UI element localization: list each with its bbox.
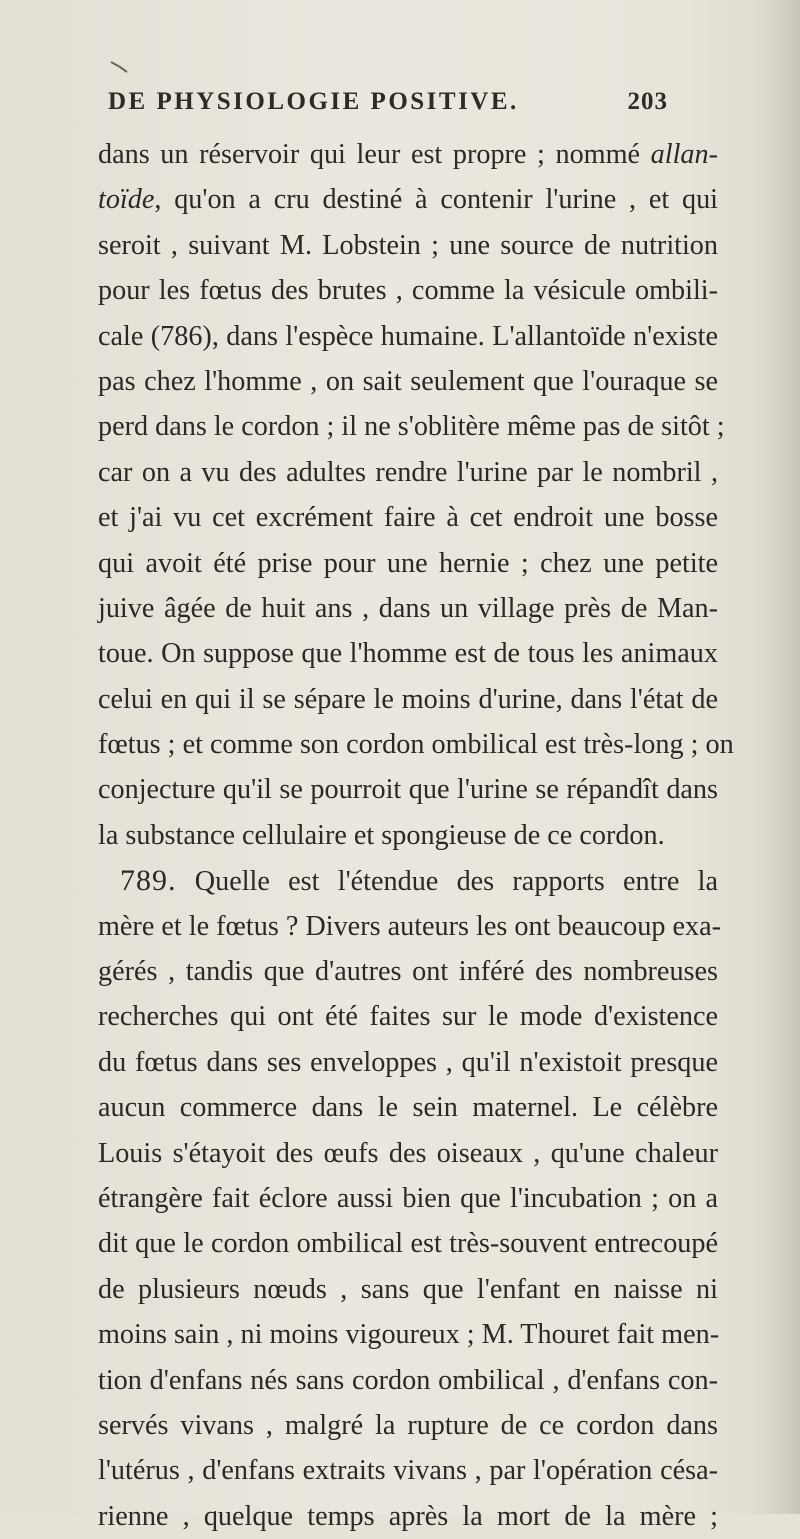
body-text bbox=[98, 132, 734, 1539]
text-line: rienne , quelque temps après la mort de la mère ; bbox=[98, 1500, 718, 1532]
paragraph-end-line: la substance cellulaire et spongieuse de ce cordon. bbox=[98, 819, 665, 851]
text-line: qui avoit été prise pour une hernie ; chez une petite bbox=[98, 547, 718, 579]
page-number: 203 bbox=[627, 88, 668, 115]
ink-mark bbox=[110, 60, 128, 74]
text-line: juive âgée de huit ans , dans un village près de Man- bbox=[98, 592, 718, 624]
text-line: seroit , suivant M. Lobstein ; une source de nutrition bbox=[98, 229, 718, 261]
text-line: celui en qui il se sépare le moins d'urine, dans l'état de bbox=[98, 683, 718, 715]
text-line: toïde, qu'on a cru destiné à contenir l'urine , et qui bbox=[98, 184, 718, 216]
running-header bbox=[108, 88, 668, 128]
text-line: tion d'enfans nés sans cordon ombilical , d'enfans con- bbox=[98, 1364, 718, 1396]
text-line: servés vivans , malgré la rupture de ce cordon dans bbox=[98, 1409, 718, 1441]
text-line: et j'ai vu cet excrément faire à cet endroit une bosse bbox=[98, 502, 718, 534]
running-title: DE PHYSIOLOGIE POSITIVE. bbox=[108, 88, 519, 115]
text-line: conjecture qu'il se pourroit que l'urine se répandît dans bbox=[98, 774, 718, 806]
text-line: de plusieurs nœuds , sans que l'enfant en naisse ni bbox=[98, 1273, 718, 1305]
text-line: recherches qui ont été faites sur le mode d'existence bbox=[98, 1001, 718, 1033]
text-line: moins sain , ni moins vigoureux ; M. Thouret fait men- bbox=[98, 1319, 720, 1351]
text-line: cale (786), dans l'espèce humaine. L'allantoïde n'existe bbox=[98, 320, 718, 352]
text-line: mère et le fœtus ? Divers auteurs les ont beaucoup exa- bbox=[98, 910, 722, 942]
text-line: fœtus ; et comme son cordon ombilical est très-long ; on bbox=[98, 729, 734, 761]
text-line: aucun commerce dans le sein maternel. Le célèbre bbox=[98, 1092, 718, 1124]
text-line: pas chez l'homme , on sait seulement que l'ouraque se bbox=[98, 365, 718, 397]
text-line: gérés , tandis que d'autres ont inféré des nombreuses bbox=[98, 956, 718, 988]
text-line: car on a vu des adultes rendre l'urine par le nombril , bbox=[98, 456, 718, 488]
text-line: du fœtus dans ses enveloppes , qu'il n'existoit presque bbox=[98, 1046, 718, 1078]
text-line: étrangère fait éclore aussi bien que l'incubation ; on a bbox=[98, 1182, 718, 1214]
text-line: dans un réservoir qui leur est propre ; nommé allan- bbox=[98, 139, 718, 170]
page-edge-shadow bbox=[754, 0, 800, 1514]
text-line: pour les fœtus des brutes , comme la vésicule ombili- bbox=[98, 275, 718, 307]
section-start-line: 789. Quelle est l'étendue des rapports entre la bbox=[120, 864, 718, 898]
text-line: perd dans le cordon ; il ne s'oblitère même pas de sitôt ; bbox=[98, 411, 725, 443]
text-line: toue. On suppose que l'homme est de tous les animaux bbox=[98, 638, 718, 670]
text-line: l'utérus , d'enfans extraits vivans , par l'opération césa- bbox=[98, 1455, 718, 1487]
section-number: 789. bbox=[120, 864, 177, 898]
text-line: dit que le cordon ombilical est très-souvent entrecoupé bbox=[98, 1228, 718, 1260]
text-line: Louis s'étayoit des œufs des oiseaux , qu'une chaleur bbox=[98, 1137, 718, 1169]
